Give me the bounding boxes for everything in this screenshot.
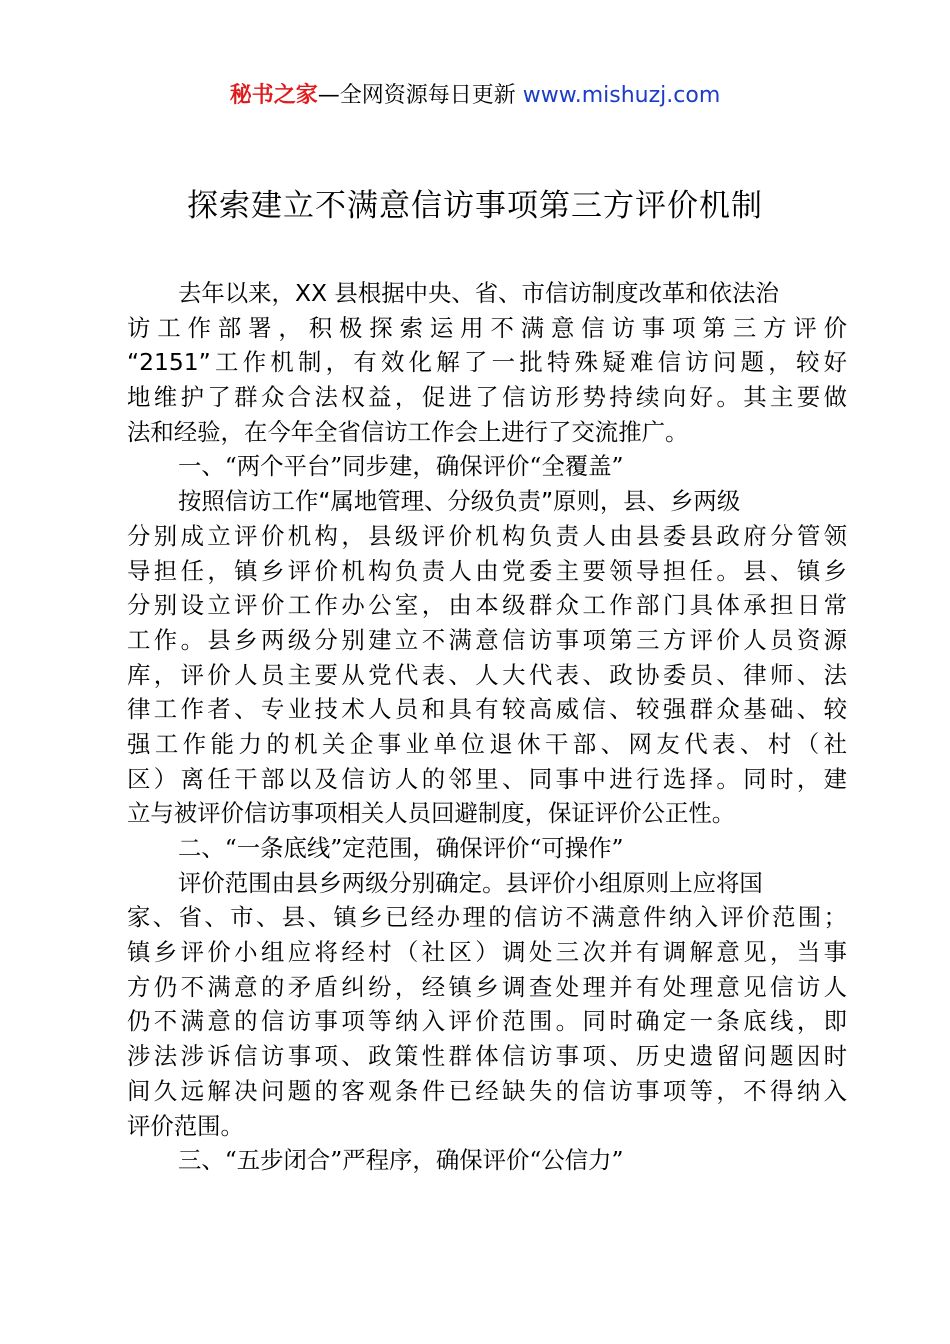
- body-line: 立与被评价信访事项相关人员回避制度，保证评价公正性。: [127, 799, 736, 828]
- body-line: 分别成立评价机构，县级评价机构负责人由县委县政府分管领: [127, 521, 847, 550]
- body-line: 工作。县乡两级分别建立不满意信访事项第三方评价人员资源: [127, 625, 847, 654]
- section-heading: 三、“五步闭合”严程序，确保评价“公信力”: [178, 1146, 624, 1175]
- body-line: 导担任，镇乡评价机构负责人由党委主要领导担任。县、镇乡: [127, 556, 847, 585]
- body-line: 律工作者、专业技术人员和具有较高威信、较强群众基础、较: [127, 695, 847, 724]
- body-line: 按照信访工作“属地管理、分级负责”原则，县、乡两级: [178, 487, 741, 516]
- body-line: “2151”工作机制，有效化解了一批特殊疑难信访问题，较好: [127, 348, 847, 377]
- document-title: 探索建立不满意信访事项第三方评价机制: [187, 188, 763, 224]
- body-line: 法和经验，在今年全省信访工作会上进行了交流推广。: [127, 417, 689, 446]
- body-line: 评价范围由县乡两级分别确定。县评价小组原则上应将国: [178, 868, 763, 897]
- site-url[interactable]: www.mishuzj.com: [522, 83, 721, 108]
- body-line: 访工作部署，积极探索运用不满意信访事项第三方评价: [127, 313, 847, 342]
- body-line: 去年以来，XX 县根据中央、省、市信访制度改革和依法治: [178, 279, 779, 307]
- body-line: 涉法涉诉信访事项、政策性群体信访事项、历史遗留问题因时: [127, 1042, 847, 1071]
- body-line: 强工作能力的机关企事业单位退休干部、网友代表、村（社: [127, 729, 847, 758]
- section-heading: 一、“两个平台”同步建，确保评价“全覆盖”: [178, 452, 624, 481]
- body-line: 方仍不满意的矛盾纠纷，经镇乡调查处理并有处理意见信访人: [127, 972, 847, 1001]
- site-header: [0, 80, 950, 112]
- header-tagline: —全网资源每日更新: [317, 83, 523, 108]
- body-line: 家、省、市、县、镇乡已经办理的信访不满意件纳入评价范围；: [127, 903, 847, 932]
- brand-name: 秘书之家: [229, 83, 318, 108]
- body-line: 评价范围。: [127, 1111, 244, 1140]
- body-line: 区）离任干部以及信访人的邻里、同事中进行选择。同时，建: [127, 764, 847, 793]
- body-line: 地维护了群众合法权益，促进了信访形势持续向好。其主要做: [127, 383, 847, 412]
- body-line: 仍不满意的信访事项等纳入评价范围。同时确定一条底线，即: [127, 1007, 847, 1036]
- body-line: 库，评价人员主要从党代表、人大代表、政协委员、律师、法: [127, 660, 847, 689]
- body-line: 间久远解决问题的客观条件已经缺失的信访事项等，不得纳入: [127, 1076, 847, 1105]
- document-body: [127, 276, 847, 1178]
- body-line: 镇乡评价小组应将经村（社区）调处三次并有调解意见，当事: [127, 938, 847, 967]
- body-line: 分别设立评价工作办公室，由本级群众工作部门具体承担日常: [127, 591, 847, 620]
- section-heading: 二、“一条底线”定范围，确保评价“可操作”: [178, 834, 624, 862]
